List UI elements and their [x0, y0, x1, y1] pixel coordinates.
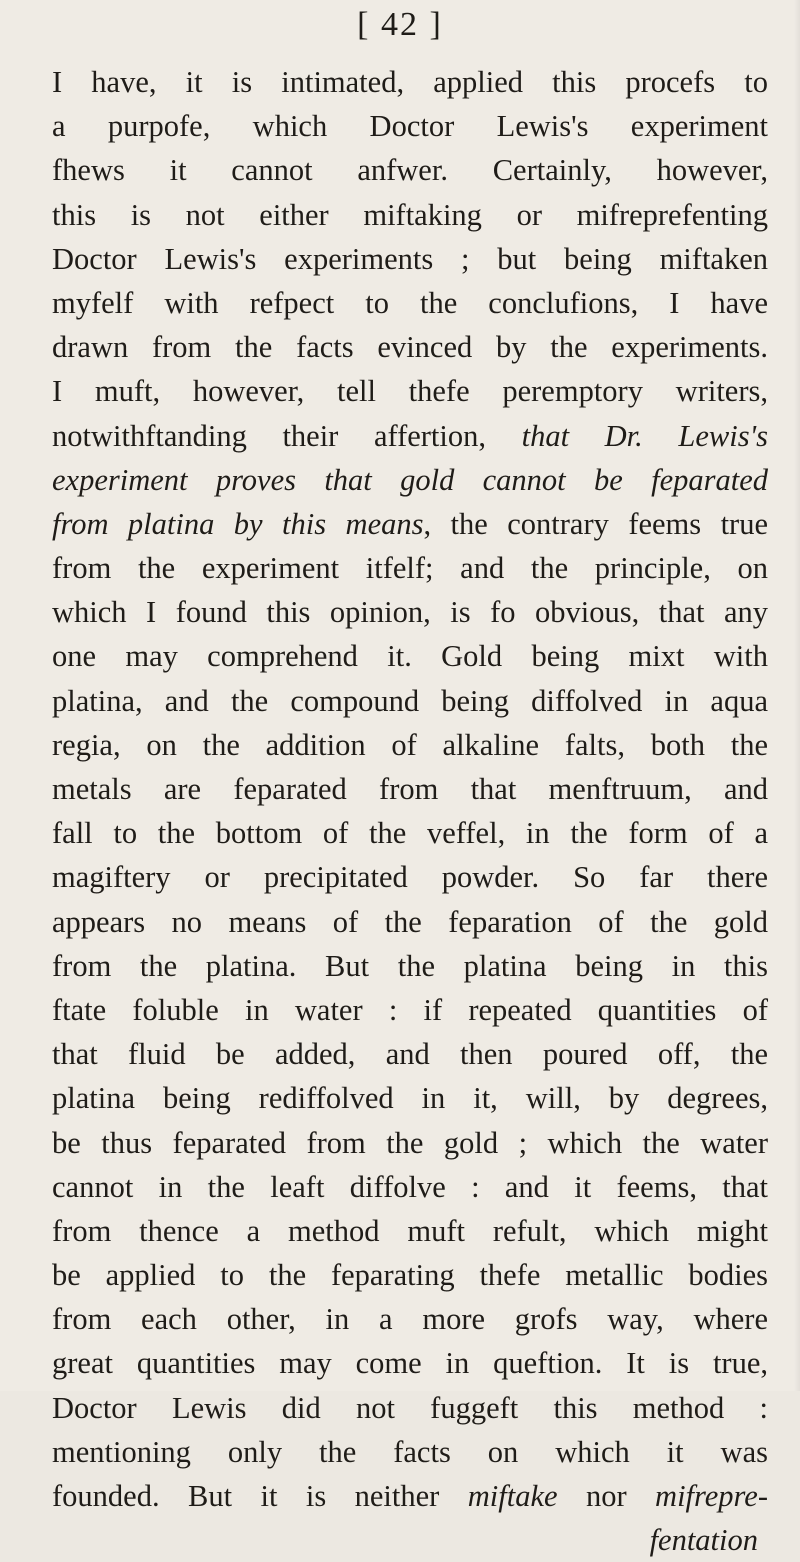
text-line — [52, 369, 768, 413]
text-line — [52, 193, 768, 237]
text-line — [52, 104, 768, 148]
text-segment: cannot in the leaft diffolve : and it feems, that — [52, 1169, 768, 1204]
text-line — [52, 458, 768, 502]
italic-text: experiment proves that gold cannot be feparated — [52, 462, 768, 497]
text-line — [52, 811, 768, 855]
text-line — [52, 590, 768, 634]
text-segment: myfelf with refpect to the conclufions, I have — [52, 285, 768, 320]
text-line — [52, 855, 768, 899]
text-line — [52, 1474, 768, 1518]
text-segment: be thus feparated from the gold ; which the water — [52, 1125, 768, 1160]
text-segment: I have, it is intimated, applied this procefs to — [52, 65, 768, 99]
text-line — [52, 767, 768, 811]
text-line — [52, 944, 768, 988]
text-segment: this is not either miftaking or mifreprefenting — [52, 197, 768, 232]
text-segment: metals are feparated from that menftruum, and — [52, 772, 768, 806]
text-line — [52, 1430, 768, 1474]
text-line — [52, 1253, 768, 1297]
text-line — [52, 1076, 768, 1120]
text-segment: Doctor Lewis's experiments ; but being miftaken — [52, 241, 768, 276]
text-segment: Doctor Lewis did not fuggeft this method : — [52, 1390, 768, 1425]
text-segment: platina, and the compound being diffolved in aqua — [52, 683, 768, 718]
italic-text: mifrepre- — [655, 1479, 768, 1513]
text-segment: from the experiment itfelf; and the principle, on — [52, 551, 768, 586]
text-segment: founded. But it is neither — [52, 1479, 468, 1513]
text-segment: that fluid be added, and then poured off, the — [52, 1037, 768, 1072]
text-line — [52, 546, 768, 590]
text-segment: fhews it cannot anfwer. Certainly, however, — [52, 153, 768, 188]
text-line — [52, 723, 768, 767]
text-line — [52, 1341, 768, 1385]
text-line — [52, 988, 768, 1032]
text-segment: great quantities may come in queftion. It is true, — [52, 1346, 768, 1381]
text-line — [52, 414, 768, 458]
text-line — [52, 1518, 768, 1562]
text-line — [52, 237, 768, 281]
text-line — [52, 679, 768, 723]
text-line — [52, 1032, 768, 1076]
italic-text: fentation — [649, 1523, 758, 1558]
text-segment: regia, on the addition of alkaline falts, both the — [52, 727, 768, 762]
text-segment: magiftery or precipitated powder. So far there — [52, 860, 768, 895]
text-segment: be applied to the feparating thefe metallic bodies — [52, 1258, 768, 1293]
text-line — [52, 1209, 768, 1253]
text-line — [52, 148, 768, 192]
text-segment: I muft, however, tell thefe peremptory writers, — [52, 374, 768, 409]
text-segment: from the platina. But the platina being in this — [52, 948, 768, 983]
text-line — [52, 634, 768, 678]
italic-text: miftake — [467, 1479, 558, 1513]
text-segment: a purpofe, which Doctor Lewis's experiment — [52, 109, 768, 144]
text-segment: appears no means of the feparation of the gold — [52, 904, 768, 939]
text-line — [52, 502, 768, 546]
text-segment: drawn from the facts evinced by the experiments. — [52, 330, 768, 365]
body-text — [52, 60, 768, 1562]
text-line — [52, 1386, 768, 1430]
text-line — [52, 900, 768, 944]
text-segment: platina being rediffolved in it, will, by degrees, — [52, 1081, 768, 1116]
text-segment: one may comprehend it. Gold being mixt with — [52, 639, 768, 674]
text-line — [52, 1297, 768, 1341]
text-segment: mentioning only the facts on which it was — [52, 1434, 768, 1469]
page-number: [ 42 ] — [357, 6, 443, 43]
text-segment: fall to the bottom of the veffel, in the form of a — [52, 816, 768, 851]
text-segment: from each other, in a more grofs way, where — [52, 1302, 768, 1337]
page-edge — [794, 0, 800, 1391]
text-line — [52, 1165, 768, 1209]
italic-text: from platina by this means — [52, 506, 424, 541]
text-line — [52, 60, 768, 104]
text-segment: ftate foluble in water : if repeated quantities of — [52, 992, 768, 1027]
text-segment: , the contrary feems true — [423, 506, 768, 541]
text-line — [52, 1121, 768, 1165]
italic-text: that Dr. Lewis's — [521, 418, 768, 453]
text-segment: nor — [557, 1479, 656, 1513]
text-line — [52, 325, 768, 369]
text-segment: notwithftanding their affertion, — [52, 418, 522, 453]
text-segment: from thence a method muft refult, which might — [52, 1213, 768, 1248]
text-segment: which I found this opinion, is fo obvious, that any — [52, 595, 768, 630]
text-line — [52, 281, 768, 325]
